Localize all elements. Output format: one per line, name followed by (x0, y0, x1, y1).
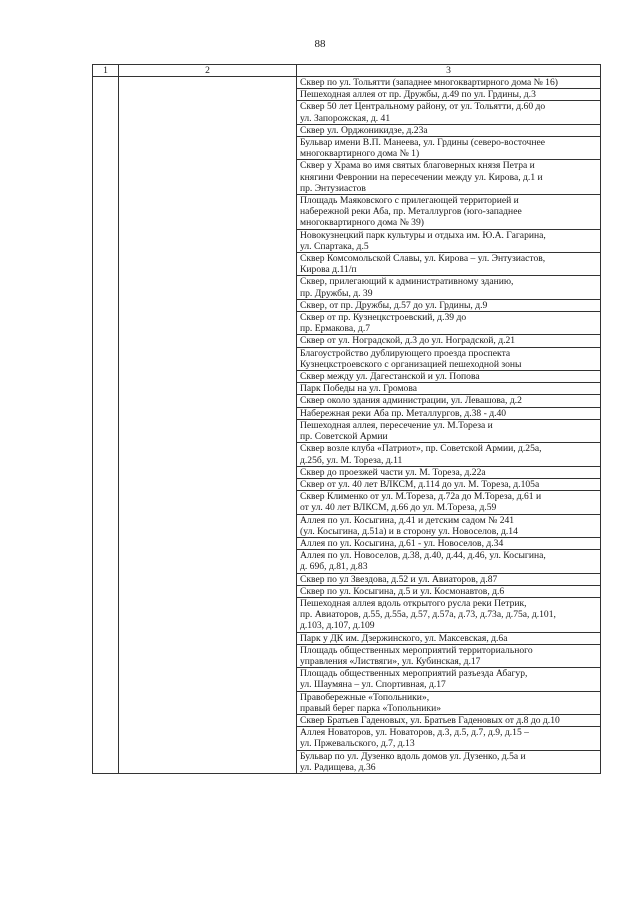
cell-text-line: Сквер от ул. 40 лет ВЛКСМ, д.114 до ул. М. Тореза, д.105а (300, 478, 540, 490)
cell-col-3 (297, 101, 601, 124)
cell-text-line: от ул. 40 лет ВЛКСМ, д.66 до ул. М.Тореза, д.59 (300, 502, 497, 514)
cell-col-3 (297, 395, 601, 407)
cell-text-line: Парк Победы на ул. Громова (300, 383, 418, 395)
cell-col-3 (297, 632, 601, 644)
page-number: 88 (314, 38, 326, 50)
cell-col-3 (297, 443, 601, 466)
table-row (93, 77, 601, 89)
cell-text-line: Площадь общественных мероприятий территориального (300, 644, 533, 656)
cell-col-3 (297, 137, 601, 160)
cell-text-line: Площадь общественных мероприятий разъезда Абагур, (300, 668, 528, 680)
cell-text-line: Аллея по ул. Косыгина, д.41 и детским садом № 241 (300, 514, 515, 526)
cell-text-line: д. 69б, д.81, д.83 (300, 561, 368, 573)
cell-col-3 (297, 371, 601, 383)
cell-col-3 (297, 644, 601, 667)
cell-text-line: многоквартирного дома № 1) (300, 148, 420, 160)
cell-text-line: Сквер между ул. Дагестанской и ул. Попова (300, 371, 480, 383)
cell-col-3 (297, 478, 601, 490)
cell-text-line: Бульвар по ул. Дузенко вдоль домов ул. Дузенко, д.5а и (300, 750, 526, 762)
cell-col-3 (297, 229, 601, 252)
cell-col-3 (297, 419, 601, 442)
cell-col-3 (297, 514, 601, 537)
cell-text-line: ул. Запорожская, д. 41 (300, 112, 391, 124)
cell-text-line: ул. Спартака, д.5 (300, 240, 369, 252)
cell-text-line: Сквер у Храма во имя святых благоверных князя Петра и (300, 160, 535, 172)
cell-col-3 (297, 299, 601, 311)
cell-text-line: Сквер около здания администрации, ул. Левашова, д.2 (300, 395, 522, 407)
cell-col-3 (297, 347, 601, 370)
cell-text-line: Аллея Новаторов, ул. Новаторов, д.3, д.5, д.7, д.9, д.15 – (300, 727, 529, 739)
cell-text-line: Сквер до проезжей части ул. М. Тореза, д.22а (300, 466, 486, 478)
cell-col-3 (297, 585, 601, 597)
cell-col-3 (297, 407, 601, 419)
cell-col-2 (119, 77, 297, 774)
cell-text-line: Бульвар имени В.П. Манеева, ул. Грдины (северо-восточнее (300, 137, 545, 149)
header-col-1: 1 (93, 65, 119, 77)
cell-text-line: Аллея по ул. Новоселов, д.38, д.40, д.44, д.46, ул. Косыгина, (300, 550, 546, 562)
cell-col-3 (297, 750, 601, 773)
cell-text-line: ул. Шаумяна – ул. Спортивная, д.17 (300, 679, 446, 691)
cell-text-line: пр. Энтузиастов (300, 182, 366, 194)
cell-text-line: Кирова д.11/п (300, 264, 357, 276)
cell-text-line: Сквер, от пр. Дружбы, д.57 до ул. Грдины, д.9 (300, 299, 488, 311)
cell-text-line: Аллея по ул. Косыгина, д.61 - ул. Новоселов, д.34 (300, 537, 504, 549)
cell-text-line: Кузнецкстроевского с организацией пешеходной зоны (300, 358, 522, 370)
cell-text-line: ул. Пржевальского, д.7, д.13 (300, 738, 415, 750)
cell-text-line: Сквер Клименко от ул. М.Тореза, д.72а до М.Тореза, д.61 и (300, 491, 542, 503)
cell-text-line: многоквартирного дома № 39) (300, 217, 424, 229)
cell-col-3 (297, 312, 601, 335)
cell-text-line: набережной реки Аба, пр. Металлургов (юго-западнее (300, 206, 522, 218)
cell-text-line: ул. Радищева, д.36 (300, 761, 376, 773)
cell-col-3 (297, 276, 601, 299)
cell-text-line: д.103, д.107, д.109 (300, 620, 375, 632)
cell-col-3 (297, 714, 601, 726)
cell-col-3 (297, 573, 601, 585)
cell-text-line: Сквер ул. Орджоникидзе, д.23а (300, 124, 428, 136)
objects-table (92, 64, 601, 774)
cell-text-line: (ул. Косыгина, д.51а) и в сторону ул. Новоселов, д.14 (300, 525, 518, 537)
cell-text-line: Набережная реки Аба пр. Металлургов, д.38 - д.40 (300, 407, 507, 419)
cell-text-line: Площадь Маяковского с прилегающей территорией и (300, 195, 519, 207)
header-col-3: 3 (297, 65, 601, 77)
cell-col-3 (297, 89, 601, 101)
cell-text-line: Парк у ДК им. Дзержинского, ул. Максевская, д.6а (300, 632, 508, 644)
cell-col-3 (297, 537, 601, 549)
cell-text-line: Правобережные «Топольники», (300, 691, 430, 703)
cell-text-line: Сквер Братьев Гаденовых, ул. Братьев Гаденовых от д.8 до д.10 (300, 714, 560, 726)
cell-text-line: Сквер возле клуба «Патриот», пр. Советской Армии, д.25а, (300, 443, 542, 455)
cell-text-line: Сквер 50 лет Центральному району, от ул. Тольятти, д.60 до (300, 101, 546, 113)
cell-text-line: пр. Ермакова, д.7 (300, 323, 371, 335)
cell-text-line: правый берег парка «Топольники» (300, 702, 442, 714)
cell-text-line: Сквер Комсомольской Славы, ул. Кирова – ул. Энтузиастов, (300, 253, 546, 265)
cell-col-3 (297, 77, 601, 89)
cell-text-line: Пешеходная аллея, пересечение ул. М.Тореза и (300, 419, 493, 431)
cell-col-3 (297, 335, 601, 347)
cell-col-3 (297, 668, 601, 691)
cell-col-3 (297, 466, 601, 478)
cell-text-line: д.25б, ул. М. Тореза, д.11 (300, 454, 403, 466)
cell-col-3 (297, 195, 601, 230)
table-body (93, 77, 601, 774)
cell-text-line: Сквер от пр. Кузнецкстроевский, д.39 до (300, 312, 467, 324)
header-row (93, 65, 601, 77)
cell-text-line: Пешеходная аллея от пр. Дружбы, д.49 по ул. Грдины, д.3 (300, 89, 536, 101)
cell-text-line: Сквер по ул Звездова, д.52 и ул. Авиаторов, д.87 (300, 573, 498, 585)
cell-text-line: Благоустройство дублирующего проезда проспекта (300, 347, 511, 359)
cell-text-line: Новокузнецкий парк культуры и отдыха им. Ю.А. Гагарина, (300, 229, 546, 241)
cell-col-3 (297, 727, 601, 750)
cell-text-line: пр. Советской Армии (300, 431, 388, 443)
cell-col-3 (297, 550, 601, 573)
cell-col-3 (297, 597, 601, 632)
cell-col-3 (297, 691, 601, 714)
cell-text-line: Сквер, прилегающий к административному зданию, (300, 276, 514, 288)
cell-col-3 (297, 253, 601, 276)
cell-text-line: пр. Авиаторов, д.55, д.55а, д.57, д.57а, д.73, д.73а, д.75а, д.101, (300, 609, 556, 621)
cell-text-line: управления «Листвяги», ул. Кубинская, д.17 (300, 655, 481, 667)
cell-col-3 (297, 491, 601, 514)
cell-col-1 (93, 77, 119, 774)
cell-text-line: Сквер от ул. Ноградской, д.3 до ул. Ноградской, д.21 (300, 335, 516, 347)
cell-col-3 (297, 383, 601, 395)
cell-col-3 (297, 124, 601, 136)
header-col-2: 2 (119, 65, 297, 77)
cell-col-3 (297, 160, 601, 195)
cell-text-line: княгини Февронии на пересечении между ул. Кирова, д.1 и (300, 171, 543, 183)
cell-text-line: Сквер по ул. Тольятти (западнее многоквартирного дома № 16) (300, 77, 558, 88)
cell-text-line: Сквер по ул. Косыгина, д.5 и ул. Космонавтов, д.6 (300, 585, 505, 597)
cell-text-line: пр. Дружбы, д. 39 (300, 287, 373, 299)
cell-text-line: Пешеходная аллея вдоль открытого русла реки Петрик, (300, 597, 527, 609)
